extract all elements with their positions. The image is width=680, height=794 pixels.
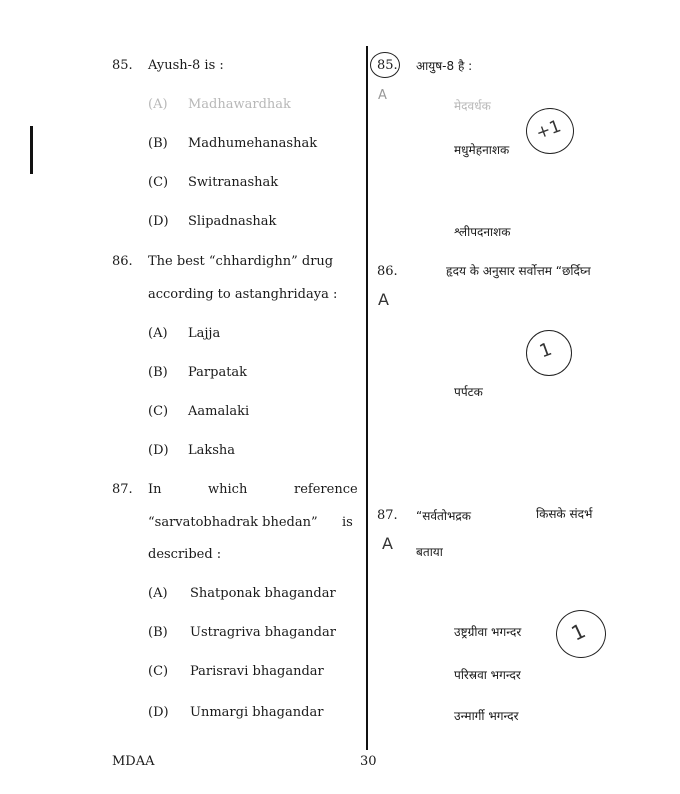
q85-option-c-label: (C) [148,175,169,190]
q87-hi-question-a: “सर्वतोभद्रक [416,509,471,523]
q87-hi-number: 87. [377,508,398,523]
q87-question-line2a: “sarvatobhadrak bhedan” [148,515,318,530]
q86-option-d-text: Laksha [188,443,236,458]
q86-circle-label: 1 [536,338,555,363]
q87-option-a-label: (A) [148,586,168,601]
q85-hi-number: 85. [377,58,398,73]
q85-option-a-label: (A) [148,97,168,112]
q85-option-b-label: (B) [148,136,168,151]
q85-option-c-text: Switranashak [188,175,279,190]
q87-question-word3: reference [294,482,358,497]
footer-code: MDAA [112,754,155,769]
q87-number: 87. [112,482,133,497]
q85-hi-option-a: मेदवर्धक [454,99,491,113]
q85-option-b-text: Madhumehanashak [188,136,318,151]
q86-option-a-label: (A) [148,326,168,341]
q85-option-a-text: Madhawardhak [188,97,291,112]
q85-handwritten-mark: A [378,88,387,103]
page-number: 30 [360,754,377,769]
q86-option-c-text: Aamalaki [188,404,250,419]
q87-question-word2: which [208,482,248,497]
column-divider [366,46,368,750]
q87-option-b-text: Ustragriva bhagandar [190,625,336,640]
q86-option-d-label: (D) [148,443,169,458]
q85-option-d-text: Slipadnashak [188,214,277,229]
q85-hi-question: आयुष-8 है : [416,59,473,73]
q86-number: 86. [112,254,133,269]
q87-handwritten-mark: A [382,534,393,553]
q86-option-c-label: (C) [148,404,169,419]
q87-option-a-text: Shatponak bhagandar [190,586,336,601]
q85-number: 85. [112,58,133,73]
q87-hi-option-c: परिस्रवा भगन्दर [454,668,521,682]
q85-hi-option-d: श्लीपदनाशक [454,225,511,239]
q87-option-c-label: (C) [148,664,169,679]
q86-option-b-text: Parpatak [188,365,248,380]
q86-option-b-label: (B) [148,365,168,380]
q87-option-c-text: Parisravi bhagandar [190,664,324,679]
q87-hi-option-d: उन्मार्गी भगन्दर [454,709,519,723]
q87-hi-option-b: उष्ट्रग्रीवा भगन्दर [454,625,522,639]
q87-hi-question-line2: बताया [416,545,443,559]
q86-hi-question: हृदय के अनुसार सर्वोत्तम “छर्दिघ्न [446,264,591,278]
q86-handwritten-mark: A [378,290,389,309]
q86-question-line1: The best “chhardighn” drug [148,254,334,269]
q86-hi-number: 86. [377,264,398,279]
q85-circle-label: +1 [533,116,564,144]
q87-option-d-text: Unmargi bhagandar [190,705,324,720]
q87-question-word1: In [148,482,162,497]
q86-option-a-text: Lajja [188,326,221,341]
q85-question: Ayush-8 is : [148,58,224,73]
q87-question-line2b: is [342,515,353,530]
q86-hi-option-b: पर्पटक [454,385,483,399]
q85-hi-option-b: मधुमेहनाशक [454,143,510,157]
q87-hi-question-b: किसके संदर्भ [536,507,593,521]
q87-circle-label: 1 [567,618,590,646]
q85-number-circle [370,52,400,78]
left-margin-bar [30,126,33,174]
q87-option-b-label: (B) [148,625,168,640]
q87-question-line3: described : [148,547,222,562]
q85-option-d-label: (D) [148,214,169,229]
q87-option-d-label: (D) [148,705,169,720]
q86-question-line2: according to astanghridaya : [148,287,338,302]
